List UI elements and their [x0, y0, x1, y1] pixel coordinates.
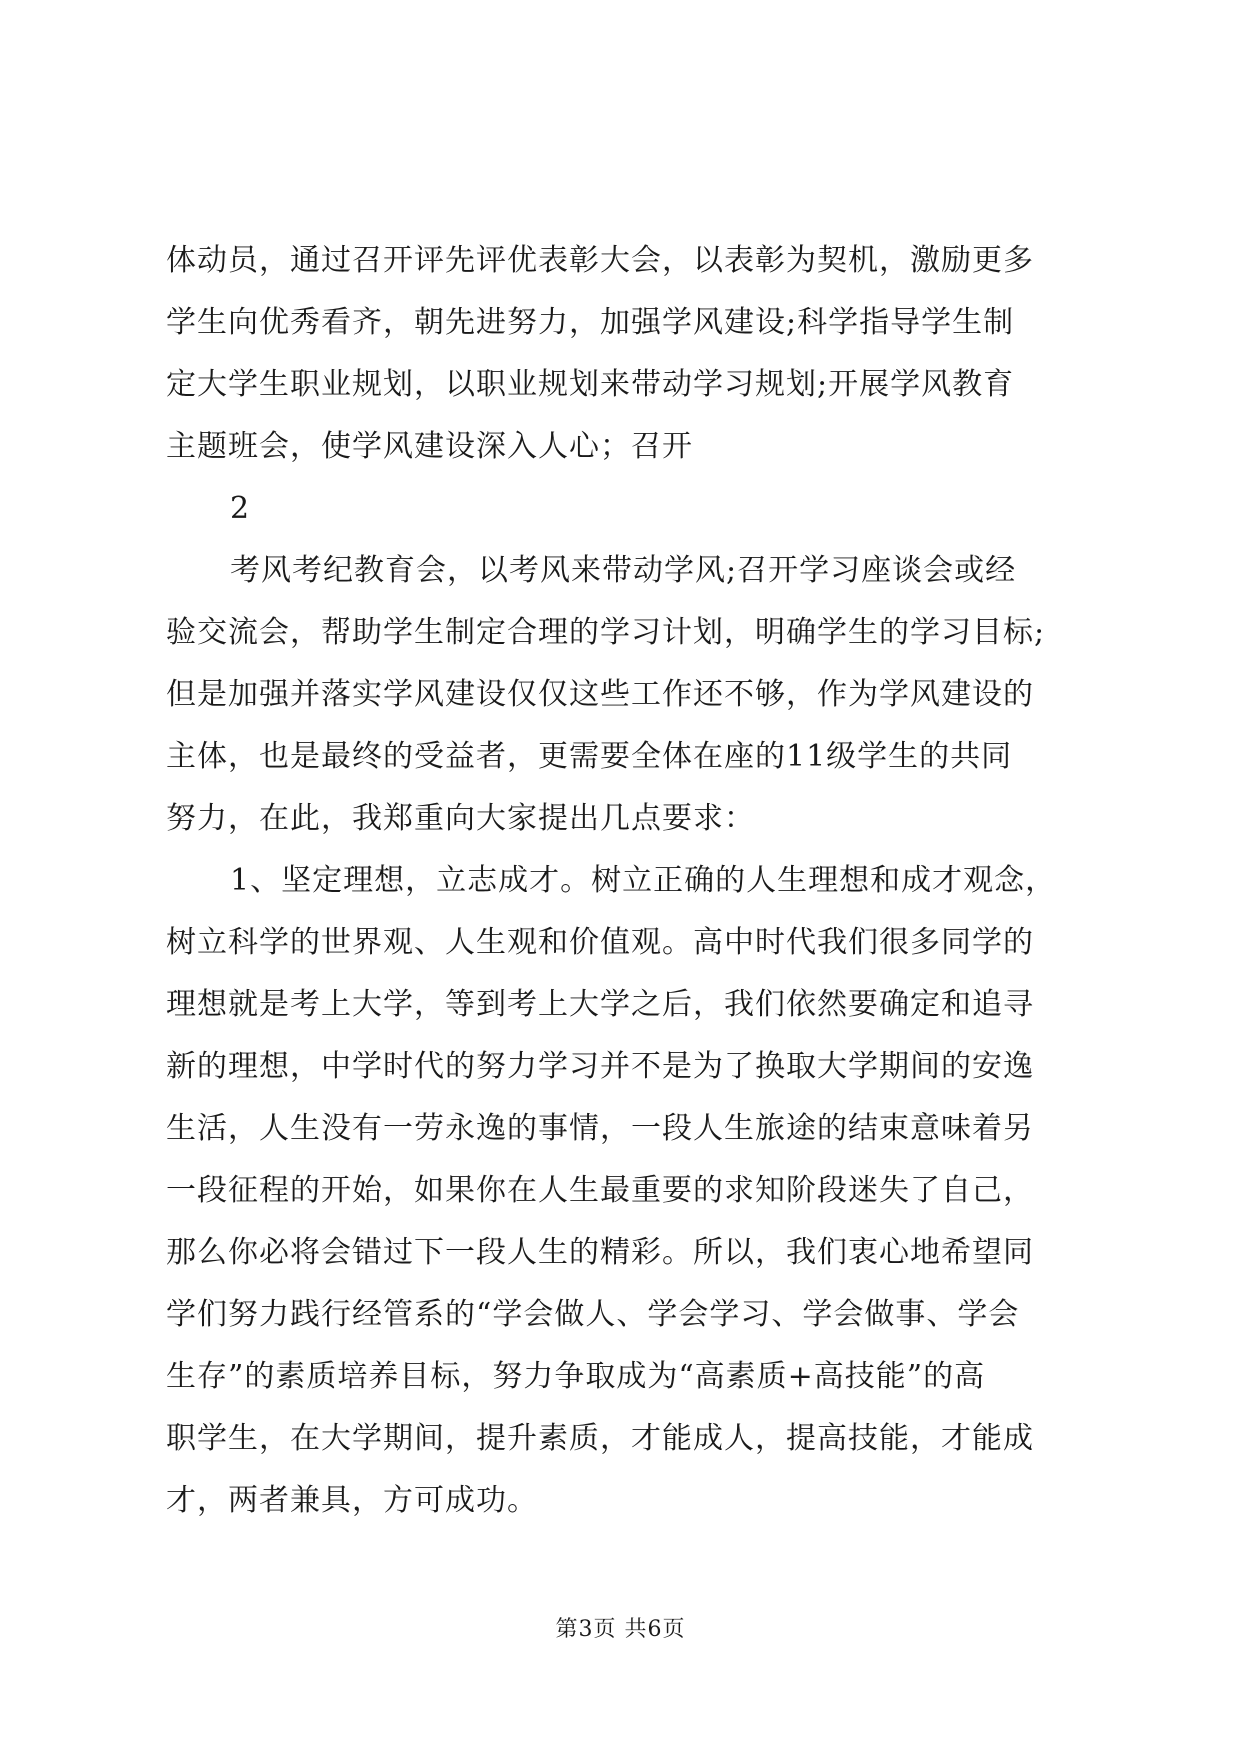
text-line: 考风考纪教育会，以考风来带动学风;召开学习座谈会或经	[230, 553, 1017, 588]
text-line: 理想就是考上大学，等到考上大学之后，我们依然要确定和追寻	[166, 987, 1034, 1022]
text-line: 职学生，在大学期间，提升素质，才能成人，提高技能，才能成	[166, 1421, 1034, 1456]
text-line: 新的理想，中学时代的努力学习并不是为了换取大学期间的安逸	[166, 1049, 1034, 1084]
text-line: 主题班会，使学风建设深入人心；召开	[166, 429, 693, 464]
text-line: 验交流会，帮助学生制定合理的学习计划，明确学生的学习目标;	[166, 615, 1046, 650]
text-line: 学们努力践行经管系的“学会做人、学会学习、学会做事、学会	[166, 1297, 1020, 1332]
text-line: 那么你必将会错过下一段人生的精彩。所以，我们衷心地希望同	[166, 1235, 1034, 1270]
text-line: 定大学生职业规划，以职业规划来带动学习规划;开展学风教育	[166, 367, 1015, 402]
text-line: 生活，人生没有一劳永逸的事情，一段人生旅途的结束意味着另	[166, 1111, 1034, 1146]
text-line: 生存”的素质培养目标，努力争取成为“高素质+高技能”的高	[166, 1359, 986, 1394]
text-line: 2	[230, 491, 251, 526]
text-line: 努力，在此，我郑重向大家提出几点要求：	[166, 801, 755, 836]
text-line: 但是加强并落实学风建设仅仅这些工作还不够，作为学风建设的	[166, 677, 1034, 712]
text-line: 才，两者兼具，方可成功。	[166, 1483, 538, 1518]
page-number-footer: 第3页 共6页	[555, 1617, 686, 1642]
text-line: 树立科学的世界观、人生观和价值观。高中时代我们很多同学的	[166, 925, 1034, 960]
text-line: 体动员，通过召开评先评优表彰大会，以表彰为契机，激励更多	[166, 243, 1034, 278]
document-body	[166, 230, 1086, 1532]
text-line: 1、坚定理想，立志成才。树立正确的人生理想和成才观念，	[230, 863, 1057, 898]
text-line: 一段征程的开始，如果你在人生最重要的求知阶段迷失了自己，	[166, 1173, 1034, 1208]
text-line: 主体，也是最终的受益者，更需要全体在座的11级学生的共同	[166, 739, 1013, 774]
text-line: 学生向优秀看齐，朝先进努力，加强学风建设;科学指导学生制	[166, 305, 1015, 340]
